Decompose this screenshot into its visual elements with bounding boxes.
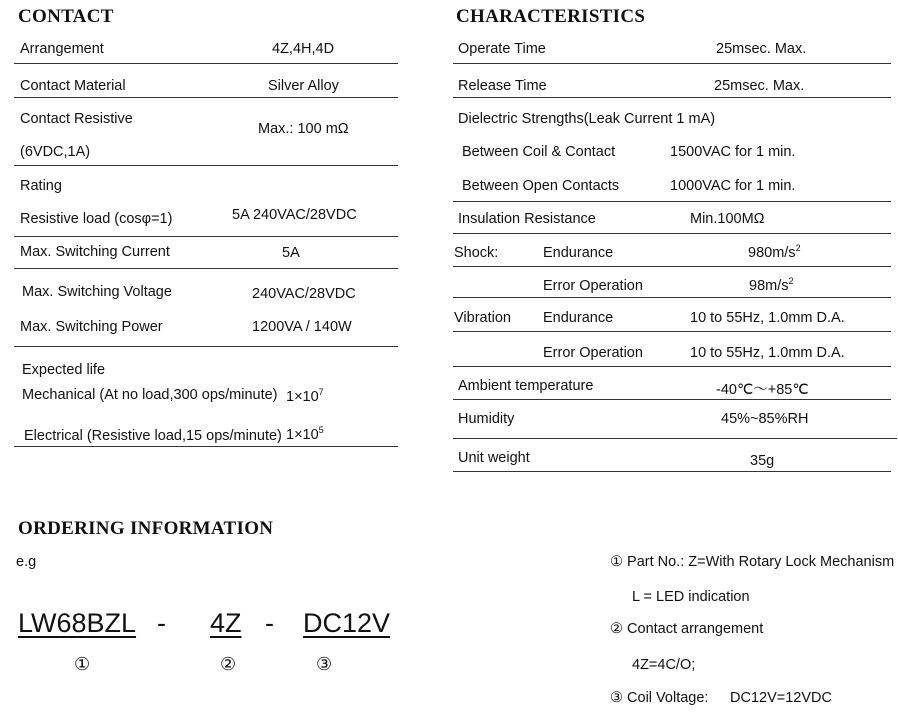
divider	[453, 97, 891, 98]
weight-value: 35g	[750, 453, 775, 469]
note-led: L = LED indication	[632, 589, 750, 605]
divider	[453, 399, 891, 400]
characteristics-title: CHARACTERISTICS	[456, 6, 646, 27]
humidity-label: Humidity	[458, 411, 515, 427]
operate-value: 25msec. Max.	[716, 41, 807, 57]
shock-error-value: $98m/s^2$	[749, 276, 794, 294]
arrangement-label: Arrangement	[20, 41, 104, 57]
vib-error-label: Error Operation	[543, 345, 643, 361]
arrangement-value: 4Z,4H,4D	[272, 41, 335, 57]
marker-1: ①	[74, 654, 91, 675]
marker-2: ②	[220, 654, 237, 675]
max-current-label: Max. Switching Current	[20, 244, 170, 260]
electrical-value: $1\times 10^5$	[286, 425, 324, 443]
divider	[14, 97, 398, 98]
contact-title: CONTACT	[18, 6, 114, 27]
resistive-label: Contact Resistive	[20, 111, 133, 127]
divider	[14, 346, 398, 347]
divider	[453, 233, 891, 234]
note-contact-arrangement: ② Contact arrangement	[610, 621, 764, 637]
divider	[14, 165, 398, 166]
marker-3: ③	[316, 654, 333, 675]
max-power-value: 1200VA / 140W	[252, 319, 352, 335]
separator-dash: -	[265, 608, 274, 638]
divider	[453, 366, 891, 367]
arrangement-segment: 4Z	[210, 608, 242, 638]
weight-label: Unit weight	[458, 450, 530, 466]
divider	[453, 266, 891, 267]
note-part-number: ① Part No.: Z=With Rotary Lock Mechanism	[610, 554, 895, 570]
mechanical-value: $1\times 10^7$	[286, 387, 324, 405]
release-label: Release Time	[458, 78, 547, 94]
divider	[14, 446, 398, 447]
material-value: Silver Alloy	[268, 78, 339, 94]
resistive-load-value: 5A 240VAC/28VDC	[232, 207, 357, 223]
divider	[453, 438, 897, 439]
shock-endurance-label: Endurance	[543, 245, 614, 261]
separator-dash: -	[157, 608, 166, 638]
ambient-label: Ambient temperature	[458, 378, 594, 394]
ordering-title: ORDERING INFORMATION	[18, 518, 274, 539]
mechanical-label: Mechanical (At no load,300 ops/minute)	[22, 387, 278, 403]
dielectric-label: Dielectric Strengths(Leak Current 1 mA)	[458, 111, 716, 127]
resistive-label-2: (6VDC,1A)	[20, 144, 91, 160]
divider	[453, 201, 891, 202]
note-coil-voltage-label: ③ Coil Voltage:	[610, 690, 709, 706]
resistive-load-label: Resistive load (cosφ=1)	[20, 211, 173, 227]
open-contacts-value: 1000VAC for 1 min.	[670, 178, 796, 194]
insulation-label: Insulation Resistance	[458, 211, 596, 227]
coil-voltage-segment: DC12V	[303, 608, 391, 638]
open-contacts-label: Between Open Contacts	[462, 178, 620, 194]
max-current-value: 5A	[282, 245, 300, 261]
example-label: e.g	[16, 554, 37, 570]
part-number-segment: LW68BZL	[18, 608, 137, 638]
shock-error-label: Error Operation	[543, 278, 643, 294]
vib-error-value: 10 to 55Hz, 1.0mm D.A.	[690, 345, 845, 361]
insulation-value: Min.100MΩ	[690, 211, 765, 227]
vib-endurance-label: Endurance	[543, 310, 614, 326]
note-coil-voltage-value: DC12V=12VDC	[730, 690, 832, 706]
max-power-label: Max. Switching Power	[20, 319, 163, 335]
humidity-value: 45%~85%RH	[721, 411, 809, 427]
divider	[453, 331, 891, 332]
divider	[14, 236, 398, 237]
coil-contact-label: Between Coil & Contact	[462, 144, 616, 160]
rating-label: Rating	[20, 178, 62, 194]
divider	[453, 297, 891, 298]
max-voltage-label: Max. Switching Voltage	[22, 284, 172, 300]
material-label: Contact Material	[20, 78, 126, 94]
life-label: Expected life	[22, 362, 106, 378]
operate-label: Operate Time	[458, 41, 546, 57]
release-value: 25msec. Max.	[714, 78, 805, 94]
shock-label: Shock:	[454, 245, 499, 261]
note-4z: 4Z=4C/O;	[632, 657, 696, 673]
ambient-value: -40℃～+85℃	[716, 382, 809, 398]
divider	[453, 63, 891, 64]
divider	[14, 268, 398, 269]
divider	[14, 63, 398, 64]
divider	[453, 471, 891, 472]
electrical-label: Electrical (Resistive load,15 ops/minute)	[24, 428, 282, 444]
resistive-value: Max.: 100 mΩ	[258, 121, 349, 137]
max-voltage-value: 240VAC/28VDC	[252, 286, 356, 302]
coil-contact-value: 1500VAC for 1 min.	[670, 144, 796, 160]
vib-endurance-value: 10 to 55Hz, 1.0mm D.A.	[690, 310, 845, 326]
shock-endurance-value: $980m/s^2$	[748, 243, 801, 261]
vibration-label: Vibration	[454, 310, 511, 326]
